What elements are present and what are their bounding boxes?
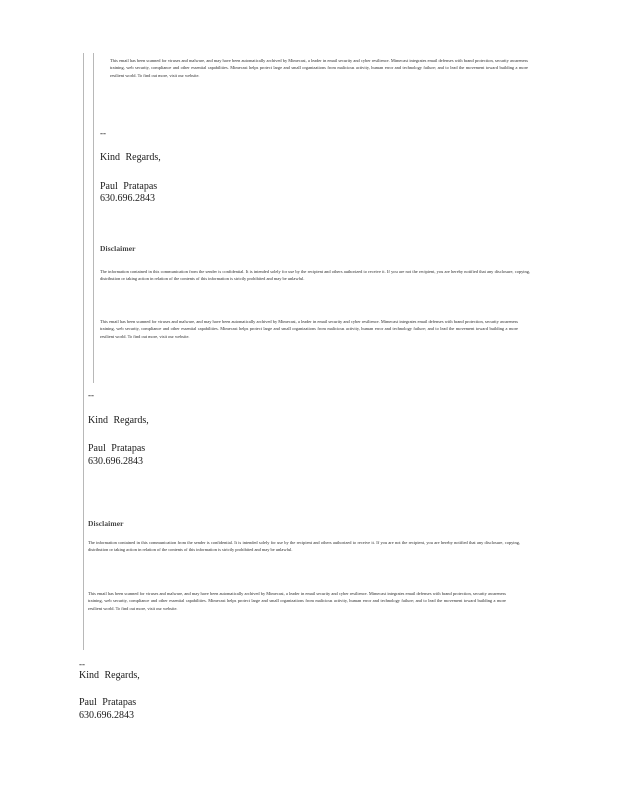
scan-notice-text: This email has been scanned for viruses and malware, and may have been automatically archived by Mimecast, a leader in email security and cyber resilience. Mimecast integrates email defenses with brand protection, security awareness training, web security, compliance and other essential capabilities. Mimecast helps protect large and small organizations from malicious activity, human error and technology failure; and to lead the movement toward building a more resilient world. To find out more, visit our website.: [110, 58, 528, 78]
disclaimer-heading-level2: Disclaimer: [88, 519, 124, 528]
scan-notice-level3: [110, 57, 528, 79]
disclaimer-text: The information contained in this communication from the sender is confidential. It is intended solely for use by the recipient and others authorized to receive it. If you are not the recipient, you are hereby notified that any disclosure, copying, distribution or taking action in relation of the contents of this information is strictly prohibited and may be unlawful.: [88, 540, 520, 553]
disclaimer-heading-level3: Disclaimer: [100, 244, 136, 253]
signature-closing-level1: Kind Regards,: [79, 670, 140, 681]
disclaimer-text-level2: [88, 539, 520, 554]
signature-phone-level1: 630.696.2843: [79, 710, 134, 721]
quote-bar-outer: [83, 53, 84, 650]
signature-separator-level2: --: [88, 390, 94, 400]
signature-name-level1: Paul Pratapas: [79, 697, 137, 708]
scan-notice-level3b: [100, 318, 518, 340]
scan-notice-text: This email has been scanned for viruses and malware, and may have been automatically archived by Mimecast, a leader in email security and cyber resilience. Mimecast integrates email defenses with brand protection, security awareness training, web security, compliance and other essential capabilities. Mimecast helps protect large and small organizations from malicious activity, human error and technology failure; and to lead the movement toward building a more resilient world. To find out more, visit our website.: [100, 319, 518, 339]
quote-bar-inner: [93, 53, 94, 383]
signature-separator-level3: --: [100, 128, 106, 138]
signature-phone-level3: 630.696.2843: [100, 193, 155, 204]
signature-closing-level2: Kind Regards,: [88, 415, 149, 426]
scan-notice-level2: [88, 590, 506, 612]
signature-phone-level2: 630.696.2843: [88, 456, 143, 467]
signature-name-level2: Paul Pratapas: [88, 443, 146, 454]
signature-separator-level1: --: [79, 659, 85, 669]
signature-closing-level3: Kind Regards,: [100, 152, 161, 163]
disclaimer-text: The information contained in this communication from the sender is confidential. It is intended solely for use by the recipient and others authorized to receive it. If you are not the recipient, you are hereby notified that any disclosure, copying, distribution or taking action in relation of the contents of this information is strictly prohibited and may be unlawful.: [100, 269, 530, 282]
disclaimer-text-level3: [100, 268, 530, 283]
scan-notice-text: This email has been scanned for viruses and malware, and may have been automatically archived by Mimecast, a leader in email security and cyber resilience. Mimecast integrates email defenses with brand protection, security awareness training, web security, compliance and other essential capabilities. Mimecast helps protect large and small organizations from malicious activity, human error and technology failure; and to lead the movement toward building a more resilient world. To find out more, visit our website.: [88, 591, 506, 611]
signature-name-level3: Paul Pratapas: [100, 181, 158, 192]
